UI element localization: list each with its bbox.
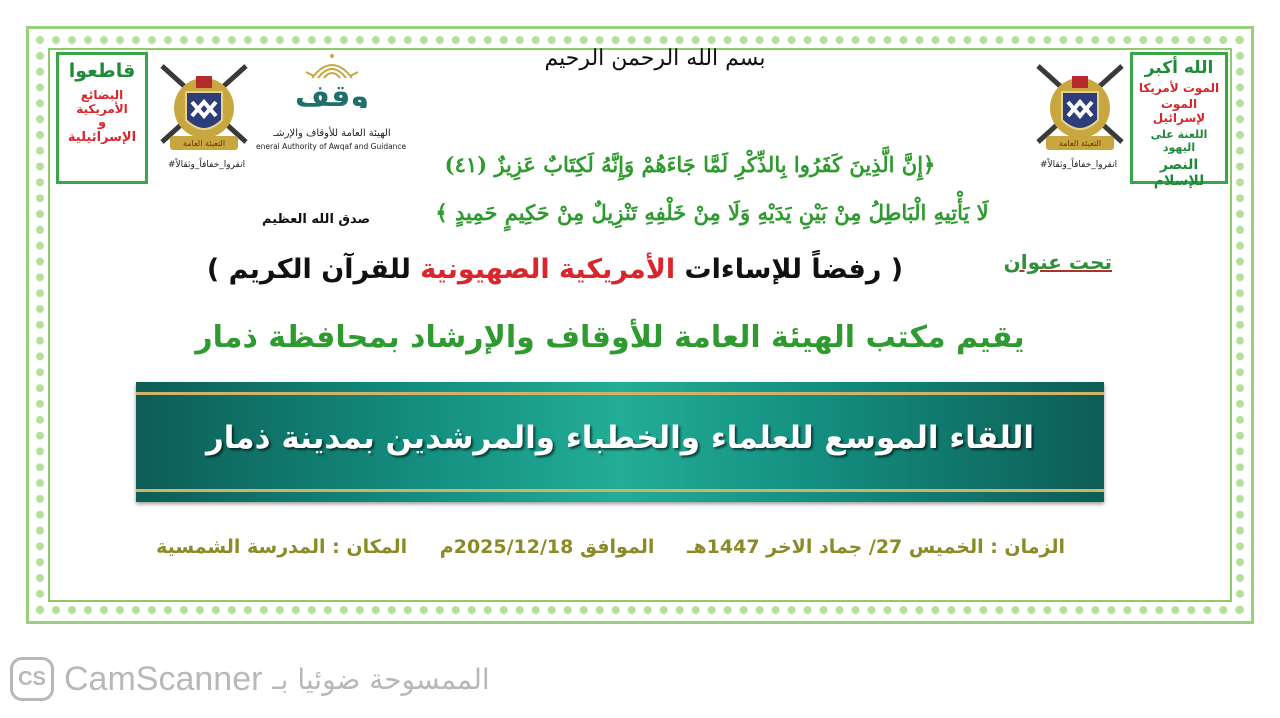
slogan-line: النصر للإسلام xyxy=(1153,157,1205,190)
slogan-line: قاطعوا xyxy=(68,60,136,82)
slogan-line: الإسرائيلية xyxy=(67,130,137,146)
headline-part: ( رفضاً للإساءات xyxy=(684,254,904,285)
mobilization-emblem-icon xyxy=(1028,58,1132,162)
slogan-line: و xyxy=(97,115,107,131)
event-title-banner xyxy=(136,382,1104,502)
camscanner-name: CamScanner xyxy=(64,659,263,698)
event-place: المكان : المدرسة الشمسية xyxy=(156,536,408,558)
basmala: بسم الله الرحمن الرحيم xyxy=(544,46,766,71)
banner-gold-stripe xyxy=(136,489,1104,492)
event-title: اللقاء الموسع للعلماء والخطباء والمرشدين بمدينة ذمار xyxy=(205,420,1035,456)
event-time: الزمان : الخميس 27/ جماد الاخر 1447هـ xyxy=(686,536,1065,558)
mobilization-emblem-icon xyxy=(152,58,256,162)
slogan-line: البضائع الأمريكية xyxy=(76,87,128,116)
emblem-hashtag: #انفروا_خفافاً_وثقالاً xyxy=(1040,160,1118,170)
sarkha-slogan-box xyxy=(1130,52,1228,190)
emblem-banner-text: التعبئة العامة xyxy=(1058,139,1102,148)
event-details xyxy=(150,536,1065,558)
waqf-name-english: eneral Authority of Awqaf and Guidance xyxy=(256,142,407,151)
event-date: الموافق 2025/12/18م xyxy=(439,536,655,558)
slogan-line: الله أكبر xyxy=(1144,58,1214,78)
headline xyxy=(150,254,960,285)
banner-gold-stripe xyxy=(136,392,1104,395)
waqf-authority-logo xyxy=(256,48,407,158)
boycott-slogan-box xyxy=(56,52,148,184)
under-title-label: تحت عنوان xyxy=(1003,250,1112,274)
organizer-line: يقيم مكتب الهيئة العامة للأوقاف والإرشاد بمحافظة ذمار xyxy=(195,320,1025,355)
emblem-hashtag: #انفروا_خفافاً_وثقالاً xyxy=(168,160,246,170)
emblem-banner-text: التعبئة العامة xyxy=(182,139,226,148)
verse-closing: صدق الله العظيم xyxy=(262,212,371,227)
camscanner-watermark xyxy=(10,656,490,702)
waqf-logo-text: وقف xyxy=(294,79,370,108)
camscanner-arabic: الممسوحة ضوئيا بـ xyxy=(272,662,490,696)
waqf-name-arabic: الهيئة العامة للأوقاف والإرشـ xyxy=(273,128,391,139)
quran-verse-1: ﴿إِنَّ الَّذِينَ كَفَرُوا بِالذِّكْرِ لَمَّا جَاءَهُمْ وَإِنَّهُ لَكِتَابٌ عَزِيزٌ (٤١) xyxy=(444,152,936,177)
headline-highlight: الأمريكية الصهيونية xyxy=(420,254,676,285)
slogan-line: اللعنة على اليهود xyxy=(1150,127,1208,154)
camscanner-logo-icon: CS xyxy=(10,657,54,701)
slogan-line: الموت لأمريكا xyxy=(1138,80,1220,95)
headline-part: للقرآن الكريم ) xyxy=(206,254,411,285)
waqf-arch-icon xyxy=(262,48,402,108)
slogan-line: الموت لإسرائيل xyxy=(1152,97,1206,126)
quran-verse-2: لَا يَأْتِيهِ الْبَاطِلُ مِنْ بَيْنِ يَدَيْهِ وَلَا مِنْ خَلْفِهِ تَنْزِيلٌ مِنْ حَكِيمٍ حَمِيدٍ ﴾ xyxy=(435,200,989,225)
